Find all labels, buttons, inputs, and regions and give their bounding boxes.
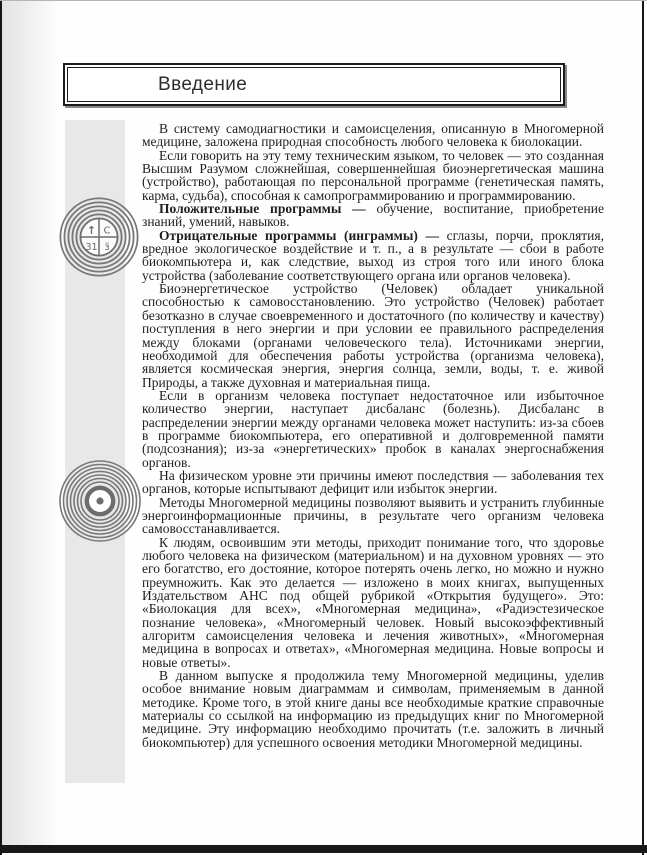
quadrant-symbol-c: C	[103, 225, 111, 237]
paragraph	[142, 536, 604, 669]
paragraph	[142, 389, 604, 469]
paragraph-text: Если в организм человека поступает недостаточное или избыточное количество энергии, наступает дисбаланс (болезнь). Дисбаланс в распределении энергии между органами человека может наступить: из-за сбоев в программе биокомпьютера, его оперативной и долговременной памяти (подсознания); из-за «энергетических» пробок в каналах энергоснабжения органов.	[142, 387, 604, 470]
paragraph	[142, 469, 604, 496]
center-dot	[96, 497, 103, 504]
paragraph	[142, 202, 604, 229]
paragraph-text: Если говорить на эту тему техническим языком, то человек — это созданная Высшим Разумом сложнейшая, совершеннейшая биоэнергетическая машина (устройство), работающая по персональной программе (генетическая память, карма, судьба), способная к самопрограммированию и программированию.	[142, 147, 604, 203]
quadrant-symbol-31: 31	[85, 242, 98, 253]
page-curl-shading	[2, 1, 60, 845]
body-text	[142, 122, 604, 749]
paragraph	[142, 669, 604, 749]
target-circles-emblem-icon	[58, 459, 142, 543]
paragraph-text: обучение, воспитание, приобретение знаний, умений, навыков.	[142, 201, 604, 230]
paragraph-text: В систему самодиагностики и самоисцеления, описанную в Многомерной медицине, заложена природная способность любого человека к биолокации.	[142, 121, 604, 150]
page-right-edge	[642, 1, 644, 855]
paragraph	[142, 496, 604, 536]
paragraph-text: К людям, освоившим эти методы, приходит понимание того, что здоровье любого человека на физическом (материальном) и на духовном уровнях — это его богатство, его достояние, которое потерять очень легко, но можно и нужно преумножить. Как это делается — изложено в моих книгах, выпущенных Издательством АНС под общей рубрикой «Открытия будущего». Это: «Биолокация для всех», «Многомерная медицина», «Радиэстезическое познание человека», «Многомерный человек. Новый высокоэффективный алгоритм самоисцеления человека и лечения животных», «Многомерная медицина в вопросах и ответах», «Многомерная медицина. Новые вопросы и новые ответы».	[142, 534, 604, 670]
paragraph-text: Биоэнергетическое устройство (Человек) обладает уникальной способностью к самовосстановлению. Это устройство (Человек) работает безотказно в случае своевременного и достаточного (по количеству и качеству) поступления в него энергии и при условии ее правильного распределения между блоками (органами человеческого тела). Источниками энергии, необходимой для обеспечения работы устройства (организма человека), является космическая энергия, энергия солнца, земли, воды, т. е. живой Природы, а также духовная и материальная пища.	[142, 281, 604, 390]
page-left-edge	[0, 1, 2, 855]
chapter-header-inner-border	[67, 67, 561, 102]
quadrant-symbol-arrow: ↑	[86, 224, 97, 237]
paragraph	[142, 229, 604, 282]
chapter-header-box	[63, 63, 565, 106]
paragraph-text: В данном выпуске я продолжила тему Многомерной медицины, уделив особое внимание новым диаграммам и символам, применяемым в данной методике. Кроме того, в этой книге даны все необходимые краткие справочные материалы со ссылкой на информацию из предыдущих книг по Многомерной медицине. Эту информацию необходимо прочитать (т.е. заложить в личный биокомпьютер) для успешного освоения методики Многомерной медицины.	[142, 668, 604, 750]
paragraph-text: На физическом уровне эти причины имеют последствия — заболевания тех органов, которые испытывают дефицит или избыток энергии.	[142, 467, 604, 497]
page-bottom-edge	[0, 845, 647, 853]
quadrant-symbol-z-tilde: з̃	[104, 242, 110, 253]
paragraph-text: сглазы, порчи, проклятия, вредное экологическое воздействие и т. п., а в результате — сбои в работе биокомпьютера и, как следствие, выход из строя того или иного блока устройства (заболевание соответствующего органа или органов человека).	[142, 227, 604, 283]
paragraph	[142, 149, 604, 202]
paragraph	[142, 122, 604, 149]
cross-circle-emblem-icon	[59, 197, 139, 277]
paragraph-text: Методы Многомерной медицины позволяют выявить и устранить глубинные энергоинформационные причины, в результате чего организм человека самовосстанавливается.	[142, 494, 604, 537]
page-title: Введение	[158, 73, 248, 95]
paragraph	[142, 282, 604, 389]
paragraph-lead: Положительные программы —	[159, 201, 377, 217]
paragraph-lead: Отрицательные программы (инграммы) —	[159, 227, 447, 243]
